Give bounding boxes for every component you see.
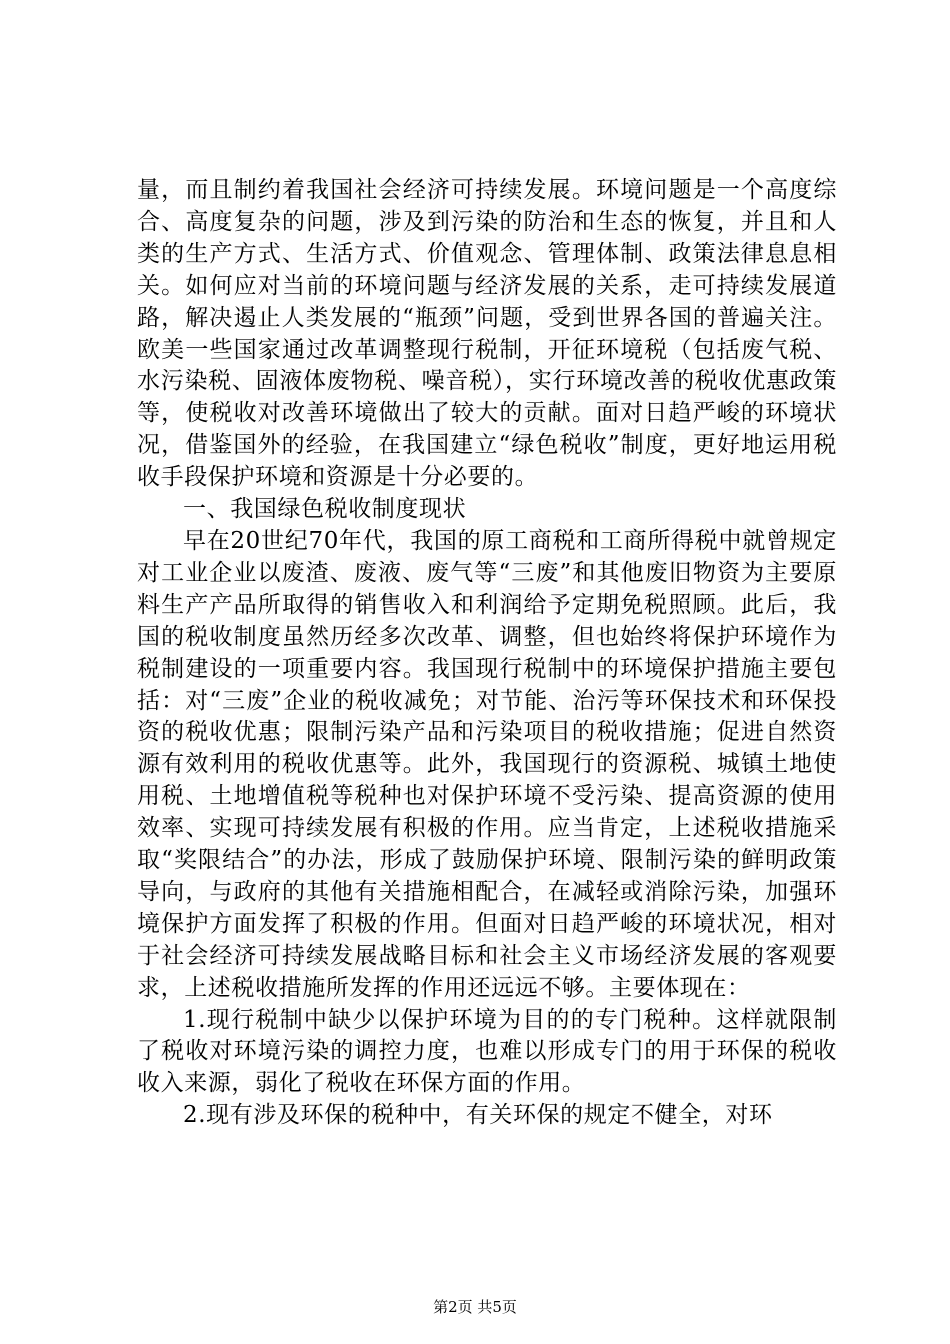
list-item-1: 1.现行税制中缺少以保护环境为目的的专门税种。这样就限制了税收对环境污染的调控力度，也难以形成专门的用于环保的税收收入来源，弱化了税收在环保方面的作用。 <box>137 1006 837 1097</box>
list-item-2: 2.现有涉及环保的税种中，有关环保的规定不健全，对环 <box>183 1102 773 1129</box>
page-number-footer: 第2页 共5页 <box>433 1298 517 1316</box>
section-heading: 一、我国绿色税收制度现状 <box>183 496 467 523</box>
paragraph-continuation: 量，而且制约着我国社会经济可持续发展。环境问题是一个高度综合、高度复杂的问题，涉及到污染的防治和生态的恢复，并且和人类的生产方式、生活方式、价值观念、管理体制、政策法律息息相关。如何应对当前的环境问题与经济发展的关系，走可持续发展道路，解决遏止人类发展的“瓶颈”问题，受到世界各国的普遍关注。欧美一些国家通过改革调整现行税制，开征环境税（包括废气税、水污染税、固液体废物税、噪音税），实行环境改善的税收优惠政策等，使税收对改善环境做出了较大的贡献。面对日趋严峻的环境状况，借鉴国外的经验，在我国建立“绿色税收”制度，更好地运用税收手段保护环境和资源是十分必要的。 <box>137 177 837 491</box>
document-body <box>137 175 837 1132</box>
paragraph-history: 早在20世纪70年代，我国的原工商税和工商所得税中就曾规定对工业企业以废渣、废液、废气等“三废”和其他废旧物资为主要原料生产产品所取得的销售收入和利润给予定期免税照顾。此后，我国的税收制度虽然历经多次改革、调整，但也始终将保护环境作为税制建设的一项重要内容。我国现行税制中的环境保护措施主要包括：对“三废”企业的税收减免；对节能、治污等环保技术和环保投资的税收优惠；限制污染产品和污染项目的税收措施；促进自然资源有效利用的税收优惠等。此外，我国现行的资源税、城镇土地使用税、土地增值税等税种也对保护环境不受污染、提高资源的使用效率、实现可持续发展有积极的作用。应当肯定，上述税收措施采取“奖限结合”的办法，形成了鼓励保护环境、限制污染的鲜明政策导向，与政府的其他有关措施相配合，在减轻或消除污染，加强环境保护方面发挥了积极的作用。但面对日趋严峻的环境状况，相对于社会经济可持续发展战略目标和社会主义市场经济发展的客观要求，上述税收措施所发挥的作用还远远不够。主要体现在： <box>137 527 837 1001</box>
